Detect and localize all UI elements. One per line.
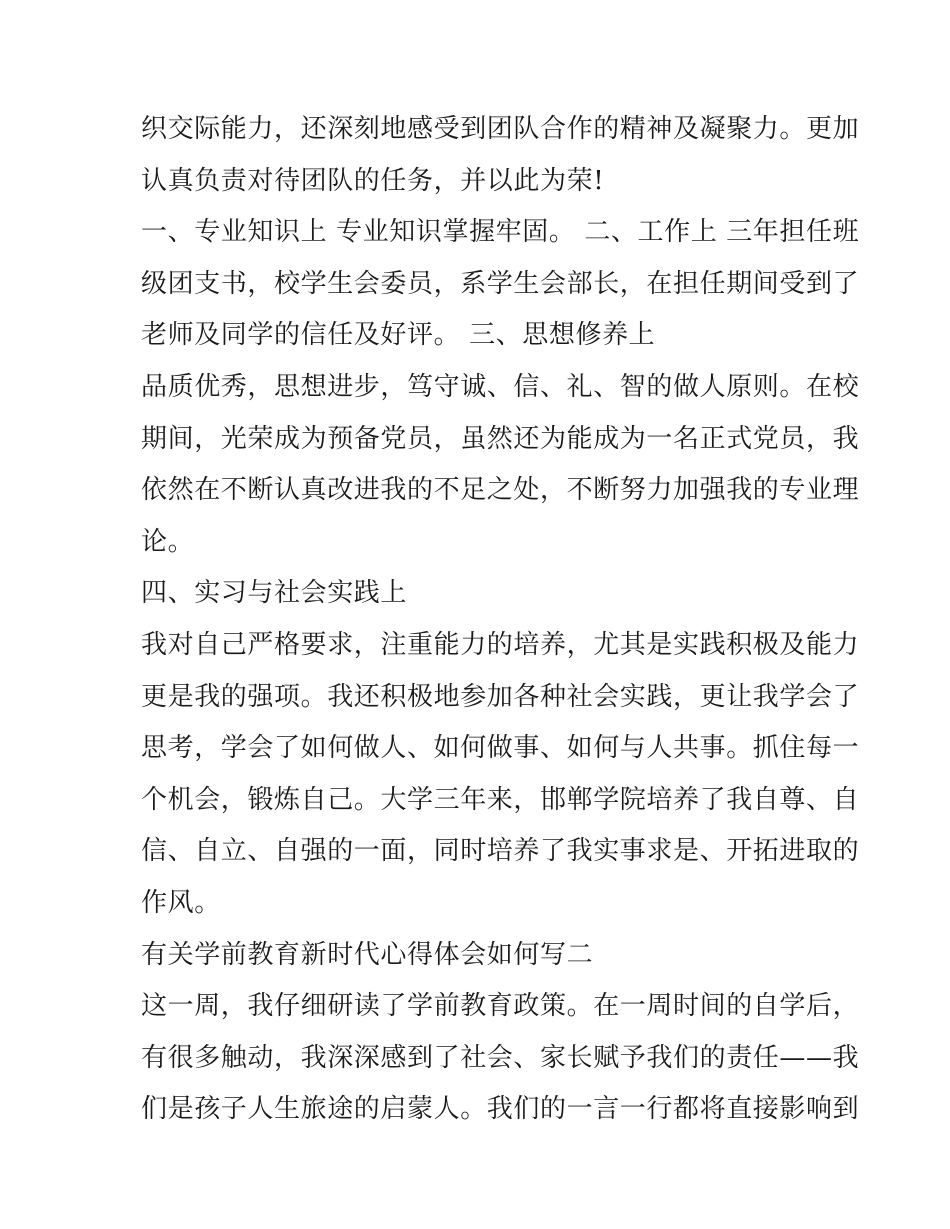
text-line: 级团支书，校学生会委员，系学生会部长，在担任期间受到了	[141, 268, 860, 299]
text-line: 一、专业知识上 专业知识掌握牢固。 二、工作上 三年担任班	[141, 217, 860, 248]
section-heading: 四、实习与社会实践上	[141, 578, 408, 609]
text-line: 作风。	[141, 887, 221, 918]
text-line: 思考，学会了如何做人、如何做事、如何与人共事。抓住每一	[141, 733, 860, 764]
text-line: 依然在不断认真改进我的不足之处，不断努力加强我的专业理	[141, 475, 860, 506]
text-line: 品质优秀，思想进步，笃守诚、信、礼、智的做人原则。在校	[141, 371, 860, 402]
text-line: 有很多触动，我深深感到了社会、家长赋予我们的责任——我	[141, 1042, 860, 1073]
text-line: 信、自立、自强的一面，同时培养了我实事求是、开拓进取的	[141, 836, 860, 867]
text-line: 织交际能力，还深刻地感受到团队合作的精神及凝聚力。更加	[141, 114, 860, 144]
text-line: 期间，光荣成为预备党员，虽然还为能成为一名正式党员，我	[141, 423, 860, 454]
text-line: 论。	[141, 526, 195, 557]
text-line: 认真负责对待团队的任务，并以此为荣!	[141, 165, 605, 196]
document-body	[141, 104, 860, 1136]
text-line: 更是我的强项。我还积极地参加各种社会实践，更让我学会了	[141, 681, 860, 712]
text-line: 我对自己严格要求，注重能力的培养，尤其是实践积极及能力	[141, 629, 860, 660]
article-heading: 有关学前教育新时代心得体会如何写二	[141, 939, 594, 970]
text-line: 老师及同学的信任及好评。 三、思想修养上	[141, 320, 656, 351]
text-line: 个机会，锻炼自己。大学三年来，邯郸学院培养了我自尊、自	[141, 784, 860, 815]
text-line: 们是孩子人生旅途的启蒙人。我们的一言一行都将直接影响到	[141, 1094, 860, 1125]
text-line: 这一周，我仔细研读了学前教育政策。在一周时间的自学后，	[141, 991, 860, 1022]
